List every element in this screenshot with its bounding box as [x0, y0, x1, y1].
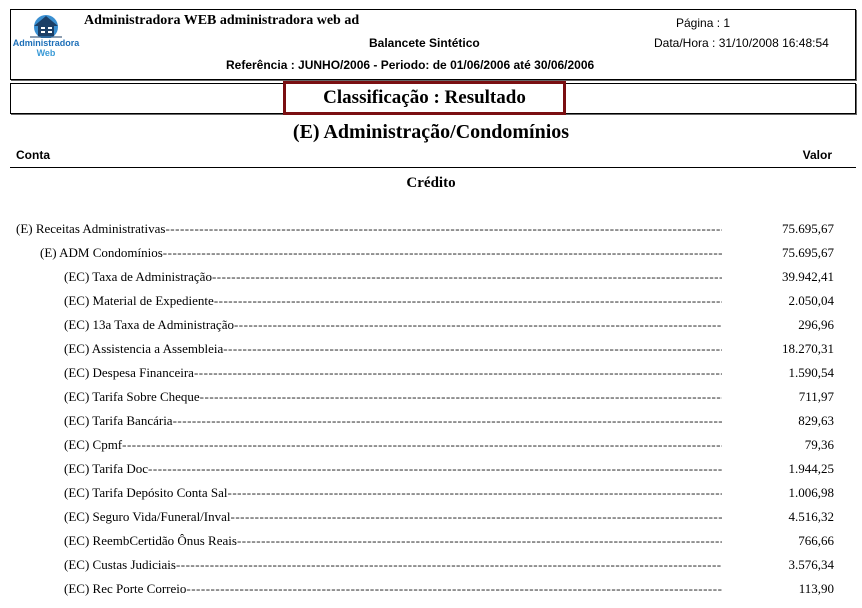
dot-leader	[214, 292, 722, 310]
account-label-wrap	[64, 484, 722, 502]
reference-period: Referência : JUNHO/2006 - Periodo: de 01/06/2006 até 30/06/2006	[226, 58, 595, 72]
account-value: 296,96	[798, 317, 834, 332]
account-value: 18.270,31	[782, 341, 834, 356]
table-row	[0, 556, 862, 580]
account-name: (EC) ReembCertidão Ônus Reais	[64, 533, 237, 548]
account-name: (E) Receitas Administrativas	[16, 221, 166, 236]
dot-leader	[122, 436, 722, 454]
section-title: Crédito	[406, 175, 456, 191]
account-label-wrap	[64, 316, 722, 334]
company-name: Administradora WEB administradora web ad	[84, 13, 360, 28]
account-name: (EC) 13a Taxa de Administração	[64, 317, 234, 332]
account-label-wrap	[64, 340, 722, 358]
table-row	[0, 244, 862, 268]
account-name: (EC) Tarifa Depósito Conta Sal	[64, 485, 228, 500]
account-name: (EC) Tarifa Sobre Cheque	[64, 389, 200, 404]
column-header-account: Conta	[16, 148, 50, 162]
table-row	[0, 316, 862, 340]
account-name: (EC) Tarifa Doc	[64, 461, 149, 476]
account-value: 2.050,04	[788, 293, 834, 308]
company-logo	[11, 12, 81, 58]
account-value: 4.516,32	[788, 509, 834, 524]
account-name: (EC) Taxa de Administração	[64, 269, 212, 284]
account-label-wrap	[64, 436, 722, 454]
dot-leader	[237, 532, 722, 550]
dot-leader	[227, 484, 722, 502]
account-value: 766,66	[798, 533, 834, 548]
account-name: (EC) Cpmf	[64, 437, 123, 452]
table-row	[0, 436, 862, 460]
dot-leader	[194, 364, 722, 382]
table-row	[0, 388, 862, 412]
account-name: (EC) Rec Porte Correio	[64, 581, 187, 596]
account-value: 829,63	[798, 413, 834, 428]
dot-leader	[200, 388, 722, 406]
dot-leader	[231, 508, 723, 526]
table-row	[0, 412, 862, 436]
account-name: (EC) Assistencia a Assembleia	[64, 341, 224, 356]
account-value: 39.942,41	[782, 269, 834, 284]
account-label-wrap	[64, 364, 722, 382]
dot-leader	[165, 220, 722, 238]
table-row	[0, 508, 862, 532]
account-value: 79,36	[804, 437, 834, 452]
account-value: 113,90	[798, 581, 834, 596]
table-row	[0, 292, 862, 316]
account-label-wrap	[64, 532, 722, 550]
account-name: (EC) Material de Expediente	[64, 293, 214, 308]
table-row	[0, 580, 862, 604]
logo-text: Administradora	[12, 38, 80, 48]
account-value: 3.576,34	[788, 557, 834, 572]
account-name: (EC) Tarifa Bancária	[64, 413, 173, 428]
date-time: Data/Hora : 31/10/2008 16:48:54	[654, 36, 829, 50]
account-name: (E) ADM Condomínios	[40, 245, 163, 260]
account-label-wrap	[64, 580, 722, 598]
dot-leader	[176, 556, 722, 574]
account-name: (EC) Seguro Vida/Funeral/Inval	[64, 509, 231, 524]
account-label-wrap	[40, 244, 722, 262]
page-number: Página : 1	[676, 16, 731, 30]
account-value: 711,97	[798, 389, 834, 404]
account-label-wrap	[64, 556, 722, 574]
account-name: (EC) Despesa Financeira	[64, 365, 194, 380]
account-label-wrap	[64, 460, 722, 478]
account-value: 75.695,67	[782, 245, 834, 260]
table-row	[0, 220, 862, 244]
classification-label: Classificação : Resultado	[283, 81, 566, 115]
dot-leader	[173, 412, 722, 430]
house-icon	[29, 12, 63, 38]
table-row	[0, 268, 862, 292]
account-label-wrap	[64, 292, 722, 310]
dot-leader	[163, 244, 722, 262]
table-row	[0, 460, 862, 484]
report-header	[10, 9, 856, 80]
account-value: 1.006,98	[788, 485, 834, 500]
dot-leader	[186, 580, 722, 598]
account-value: 75.695,67	[782, 221, 834, 236]
account-label-wrap	[64, 268, 722, 286]
account-label-wrap	[64, 508, 722, 526]
table-row	[0, 532, 862, 556]
account-value: 1.944,25	[788, 461, 834, 476]
account-list	[0, 220, 862, 604]
group-title: (E) Administração/Condomínios	[292, 121, 570, 143]
report-name: Balancete Sintético	[369, 36, 480, 50]
logo-text-web: Web	[36, 48, 56, 58]
account-name: (EC) Custas Judiciais	[64, 557, 176, 572]
table-row	[0, 340, 862, 364]
dot-leader	[212, 268, 722, 286]
account-value: 1.590,54	[788, 365, 834, 380]
dot-leader	[148, 460, 722, 478]
dot-leader	[223, 340, 722, 358]
table-row	[0, 364, 862, 388]
account-label-wrap	[16, 220, 722, 238]
table-row	[0, 484, 862, 508]
column-header-value: Valor	[802, 148, 832, 162]
account-label-wrap	[64, 388, 722, 406]
account-label-wrap	[64, 412, 722, 430]
dot-leader	[234, 316, 722, 334]
divider	[10, 167, 856, 168]
